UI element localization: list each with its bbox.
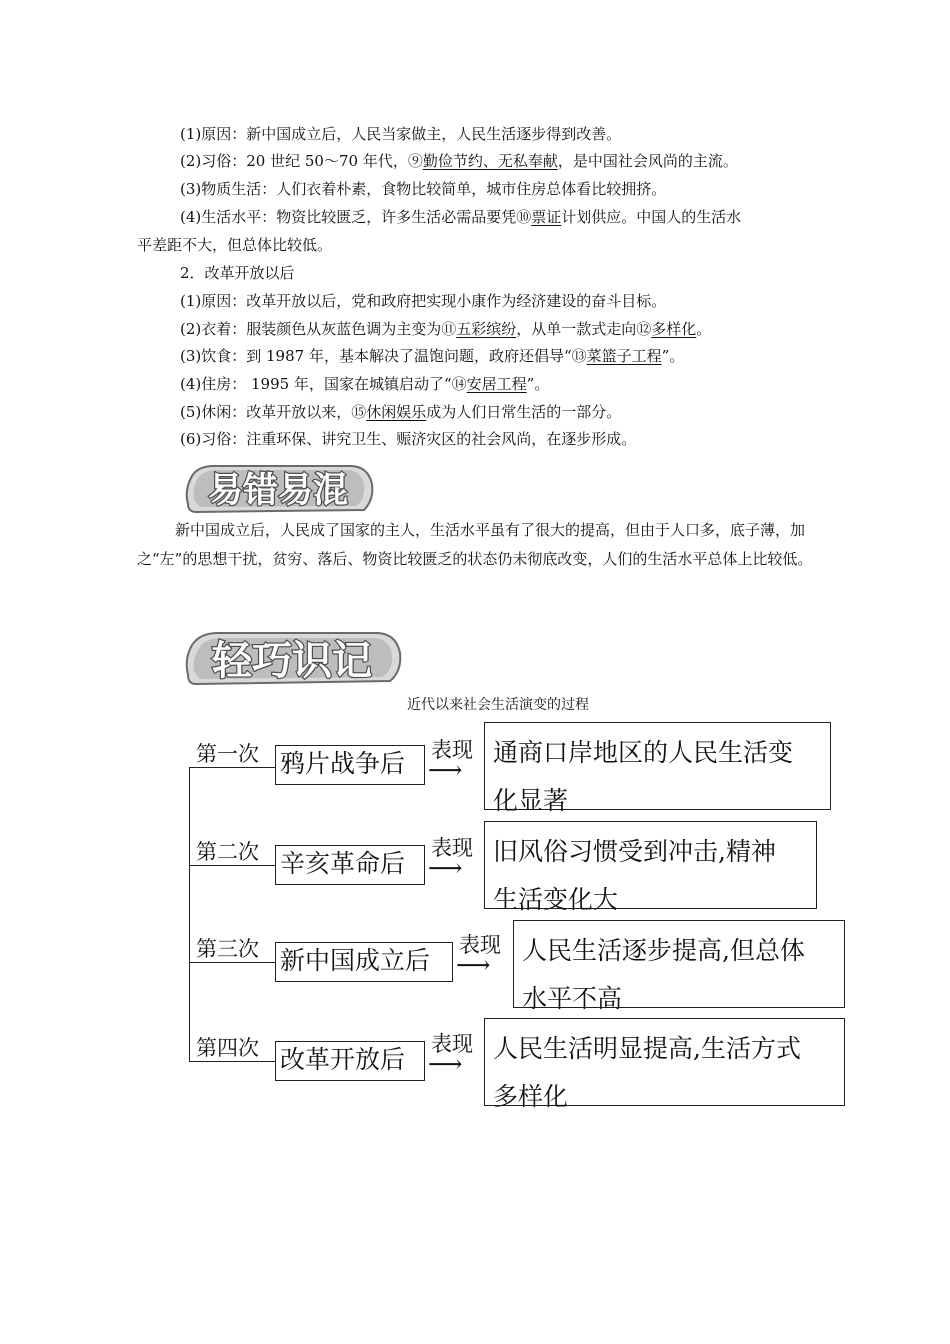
stage-4-order: 第四次 — [196, 1036, 259, 1060]
banner-confusion — [180, 460, 380, 522]
item-1-custom: (2)习俗：20 世纪 50～70 年代，⑨勤俭节约、无私奉献，是中国社会风尚的主流。 — [180, 152, 738, 170]
item-2-leisure: (5)休闲：改革开放以来，⑮休闲娱乐成为人们日常生活的一部分。 — [180, 403, 622, 421]
stage-3-arrow-label: 表现 — [459, 933, 501, 957]
confusion-paragraph: 新中国成立后，人民成了国家的主人，生活水平虽有了很大的提高，但由于人口多，底子薄，加之“左”的思想干扰，贫穷、落后、物资比较匮乏的状态仍未彻底改变，人们的生活水平总体上比较低。 — [137, 521, 813, 568]
item-2-clothing: (2)衣着：服装颜色从灰蓝色调为主变为⑪五彩缤纷，从单一款式走向⑫多样化。 — [180, 320, 712, 338]
item-1-level-cont: 平差距不大，但总体比较低。 — [137, 236, 333, 254]
stage-4-result: 人民生活明显提高,生活方式 多样化 — [484, 1018, 845, 1106]
stage-2-result: 旧风俗习惯受到冲击,精神 生活变化大 — [484, 821, 817, 909]
stage-1-result: 通商口岸地区的人民生活变 化显著 — [484, 722, 831, 810]
stage-4-arrow-label: 表现 — [431, 1032, 473, 1056]
stage-3-result: 人民生活逐步提高,但总体 水平不高 — [513, 920, 845, 1008]
stage-2-event: 辛亥革命后 — [275, 845, 425, 885]
item-2-reason: (1)原因：改革开放以后，党和政府把实现小康作为经济建设的奋斗目标。 — [180, 292, 667, 310]
stage-3-arrow-icon: ⟶ — [456, 951, 491, 979]
answer-12: 多样化 — [651, 320, 697, 338]
branch-line-4 — [189, 1061, 275, 1062]
branch-line-3 — [189, 962, 275, 963]
branch-line-2 — [189, 865, 275, 866]
diagram-title: 近代以来社会生活演变的过程 — [407, 697, 589, 713]
answer-15: 休闲娱乐 — [366, 403, 427, 421]
stage-3-event: 新中国成立后 — [275, 942, 453, 982]
answer-9: 勤俭节约、无私奉献 — [422, 152, 558, 170]
diagram-trunk-line — [189, 767, 190, 1061]
item-1-level: (4)生活水平：物资比较匮乏，许多生活必需品要凭⑩票证计划供应。中国人的生活水 — [180, 208, 742, 226]
answer-13: 菜篮子工程 — [586, 347, 662, 365]
section2-heading: 2．改革开放以后 — [180, 264, 295, 282]
stage-1-order: 第一次 — [196, 742, 259, 766]
stage-4-event: 改革开放后 — [275, 1041, 425, 1081]
stage-1-arrow-icon: ⟶ — [428, 756, 463, 784]
banner-memory-text: 轻巧识记 — [212, 638, 372, 684]
stage-2-order: 第二次 — [196, 840, 259, 864]
item-2-housing: (4)住房： 1995 年，国家在城镇启动了“⑭安居工程”。 — [180, 375, 550, 393]
answer-11: 五彩缤纷 — [456, 320, 517, 338]
item-1-material: (3)物质生活：人们衣着朴素，食物比较简单，城市住房总体看比较拥挤。 — [180, 180, 667, 198]
stage-3-order: 第三次 — [196, 937, 259, 961]
item-1-reason: (1)原因：新中国成立后，人民当家做主，人民生活逐步得到改善。 — [180, 125, 622, 143]
stage-1-arrow-label: 表现 — [431, 738, 473, 762]
answer-10: 票证 — [531, 208, 562, 226]
banner-confusion-text: 易错易混 — [207, 471, 349, 511]
banner-memory — [180, 627, 408, 695]
answer-14: 安居工程 — [466, 375, 527, 393]
stage-2-arrow-label: 表现 — [431, 836, 473, 860]
item-2-custom: (6)习俗：注重环保、讲究卫生、赈济灾区的社会风尚，在逐步形成。 — [180, 430, 637, 448]
stage-1-event: 鸦片战争后 — [275, 745, 425, 785]
branch-line-1 — [189, 767, 275, 768]
item-2-food: (3)饮食：到 1987 年，基本解决了温饱问题，政府还倡导“⑬菜篮子工程”。 — [180, 347, 685, 365]
stage-2-arrow-icon: ⟶ — [428, 854, 463, 882]
stage-4-arrow-icon: ⟶ — [428, 1050, 463, 1078]
